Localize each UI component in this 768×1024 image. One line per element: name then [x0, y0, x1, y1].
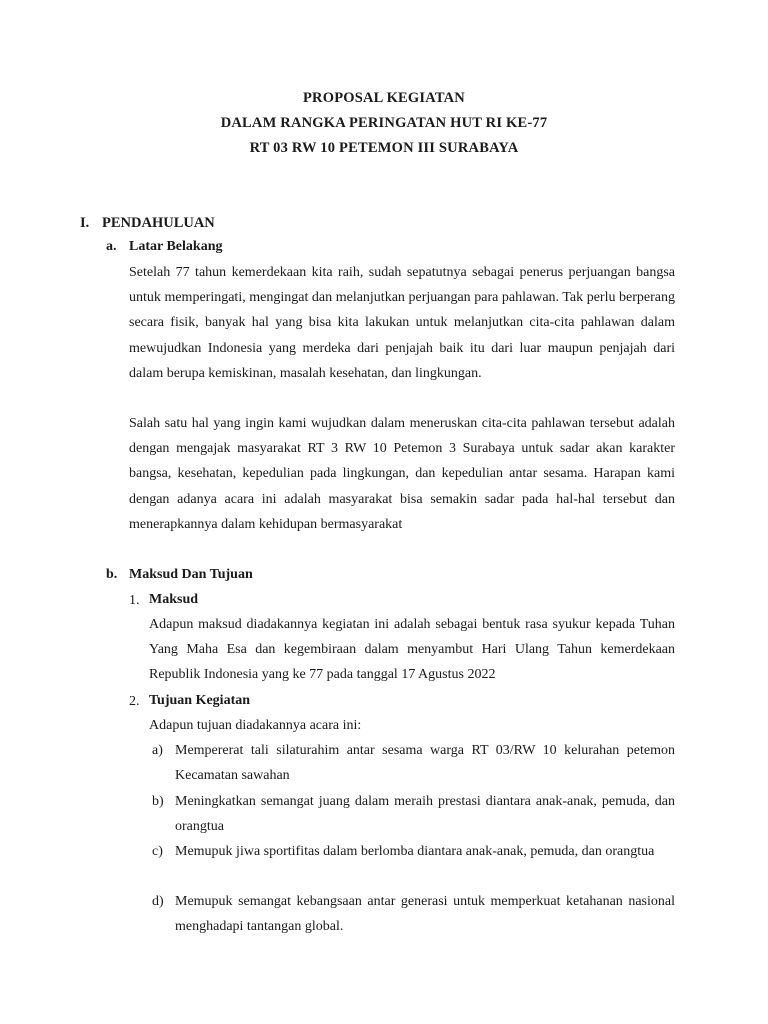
goal-c-marker: c): [152, 844, 163, 859]
goals-intro: Adapun tujuan diadakannya acara ini:: [149, 718, 362, 733]
section-number: I.: [80, 215, 90, 231]
item-2-marker: 2.: [129, 694, 140, 709]
item-1-marker: 1.: [129, 593, 140, 608]
goal-d-marker: d): [152, 894, 164, 909]
subsection-b-heading: Maksud Dan Tujuan: [129, 567, 253, 582]
document-title: [0, 86, 768, 161]
goal-c-text: Memupuk jiwa sportifitas dalam berlomba diantara anak-anak, pemuda, dan orangtua: [175, 844, 655, 859]
goal-d-text: Memupuk semangat kebangsaan antar generasi untuk memperkuat ketahanan nasional menghadapi tantangan global.: [175, 894, 675, 935]
subsection-a-heading: Latar Belakang: [129, 239, 223, 254]
goal-b-text: Meningkatkan semangat juang dalam meraih prestasi diantara anak-anak, pemuda, dan orangtua: [175, 794, 675, 835]
title-line-3: RT 03 RW 10 PETEMON III SURABAYA: [249, 140, 519, 156]
goal-a-text: Mempererat tali silaturahim antar sesama warga RT 03/RW 10 kelurahan petemon Kecamatan sawahan: [175, 743, 675, 784]
section-heading: PENDAHULUAN: [102, 215, 215, 231]
title-line-2: DALAM RANGKA PERINGATAN HUT RI KE-77: [220, 115, 548, 131]
purpose-paragraph: Adapun maksud diadakannya kegiatan ini adalah sebagai bentuk rasa syukur kepada Tuhan Yang Maha Esa dan kegembiraan dalam menyambut Hari Ulang Tahun kemerdekaan Republik Indonesia yang ke 77 pada tanggal 17 Agustus 2022: [149, 617, 675, 683]
item-2-heading: Tujuan Kegiatan: [149, 693, 251, 708]
subsection-b-marker: b.: [106, 567, 118, 582]
item-1-heading: Maksud: [149, 592, 199, 607]
background-paragraph-1: Setelah 77 tahun kemerdekaan kita raih, sudah sepatutnya sebagai penerus perjuangan bangsa untuk memperingati, mengingat dan melanjutkan perjuangan para pahlawan. Tak perlu berperang secara fisik, banyak hal yang bisa kita lakukan untuk melanjutkan cita-cita pahlawan dalam mewujudkan Indonesia yang merdeka dari penjajah baik itu dari luar maupun penjajah dari dalam berupa kemiskinan, masalah kesehatan, dan lingkungan.: [129, 265, 675, 381]
goal-b-marker: b): [152, 794, 164, 809]
title-line-1: PROPOSAL KEGIATAN: [303, 90, 465, 106]
subsection-a-marker: a.: [106, 239, 117, 254]
goal-a-marker: a): [152, 743, 163, 758]
background-paragraph-2: Salah satu hal yang ingin kami wujudkan dalam meneruskan cita-cita pahlawan tersebut adalah dengan mengajak masyarakat RT 3 RW 10 Petemon 3 Surabaya untuk sadar akan karakter bangsa, kesehatan, kepedulian pada lingkungan, dan kepedulian antar sesama. Harapan kami dengan adanya acara ini adalah masyarakat bisa semakin sadar pada hal-hal tersebut dan menerapkannya dalam kehidupan bermasyarakat: [129, 416, 675, 532]
